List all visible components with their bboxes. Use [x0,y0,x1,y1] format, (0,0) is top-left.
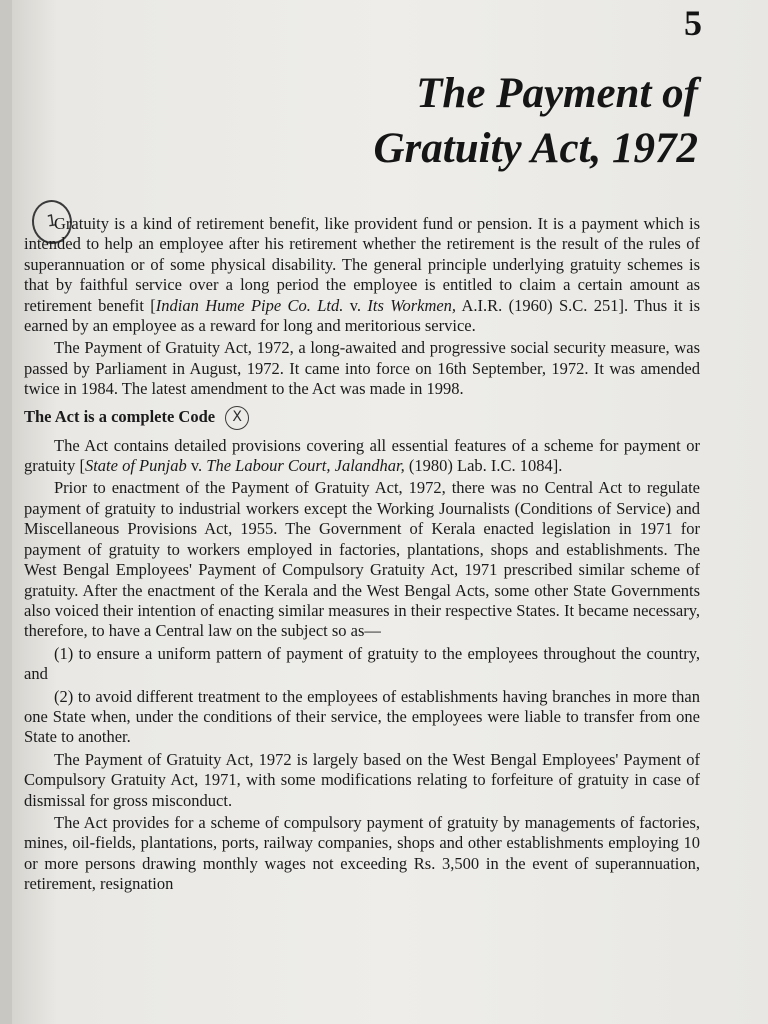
chapter-number: 5 [684,3,702,43]
case-versus-3: v. [186,456,207,476]
paragraph-1-tail: A.I.R. (1960) S.C. 251]. Thus it is earned by an employee as a reward for long and meritorious service. [24,295,700,336]
paragraph-5: The Payment of Gratuity Act, 1972 is largely based on the West Bengal Employees' Payment of Compulsory Gratuity Act, 1971, with some modifications relating to forfeiture of gratuity in case of dismissal for gross misconduct. [24,749,700,810]
body-text [24,214,700,895]
handwritten-cross-mark: X [225,406,249,430]
list-item-1: (1) to ensure a uniform pattern of payment of gratuity to the employees throughout the country, and [24,643,700,684]
case-name-4: The Labour Court, Jalandhar, [206,456,405,476]
section-heading [24,406,700,430]
paragraph-6: The Act provides for a scheme of compulsory payment of gratuity by managements of factories, mines, oil-fields, plantations, ports, railway companies, shops and other establishments employing 10 or more persons drawing monthly wages not exceeding Rs. 3,500 in the event of superannuation, retirement, resignation [24,812,700,894]
section-heading-text: The Act is a complete Code [24,407,216,427]
case-name-2: Its Workmen, [367,295,457,315]
paragraph-1 [24,214,700,336]
chapter-title-line2: Gratuity Act, 1972 [373,125,698,172]
book-page [12,0,768,1024]
paragraph-1-text: Gratuity is a kind of retirement benefit, like provident fund or pension. It is a payment which is intended to help an employee after his retirement whether the retirement is the result of the rules of superannuation or of some physical disability. The general principle underlying gratuity schemes is that by faithful service over a long period the employee is entitled to claim a certain amount as retirement benefit [ [24,214,700,315]
chapter-title-line1: The Payment of [416,70,698,117]
paragraph-3-tail: (1980) Lab. I.C. 1084]. [404,456,563,476]
chapter-title [374,66,699,176]
case-name-3: State of Punjab [84,456,187,476]
handwritten-circle-mark: 1 [29,197,75,246]
case-name: Indian Hume Pipe Co. Ltd. [155,295,344,315]
paragraph-3 [24,436,700,477]
list-item-2: (2) to avoid different treatment to the employees of establishments having branches in more than one State when, under the conditions of their service, the employees were liable to transfer from one State to another. [24,686,700,747]
paragraph-3-text: The Act contains detailed provisions covering all essential features of a scheme for payment or gratuity [ [24,435,700,476]
paragraph-2: The Payment of Gratuity Act, 1972, a long-awaited and progressive social security measure, was passed by Parliament in August, 1972. It came into force on 16th September, 1972. It was amended twice in 1984. The latest amendment to the Act was made in 1998. [24,338,700,399]
paragraph-4: Prior to enactment of the Payment of Gratuity Act, 1972, there was no Central Act to regulate payment of gratuity to industrial workers except the Working Journalists (Conditions of Service) and Miscellaneous Provisions Act, 1955. The Government of Kerala enacted legislation in 1971 for payment of gratuity to workers employed in factories, plantations, shops and establishments. The West Bengal Employees' Payment of Compulsory Gratuity Act, 1971 prescribed similar scheme of gratuity. After the enactment of the Kerala and the West Bengal Acts, some other State Governments also voiced their intention of enacting similar measures in their respective States. It became necessary, therefore, to have a Central law on the subject so as— [24,478,700,641]
case-versus: v. [343,295,368,315]
